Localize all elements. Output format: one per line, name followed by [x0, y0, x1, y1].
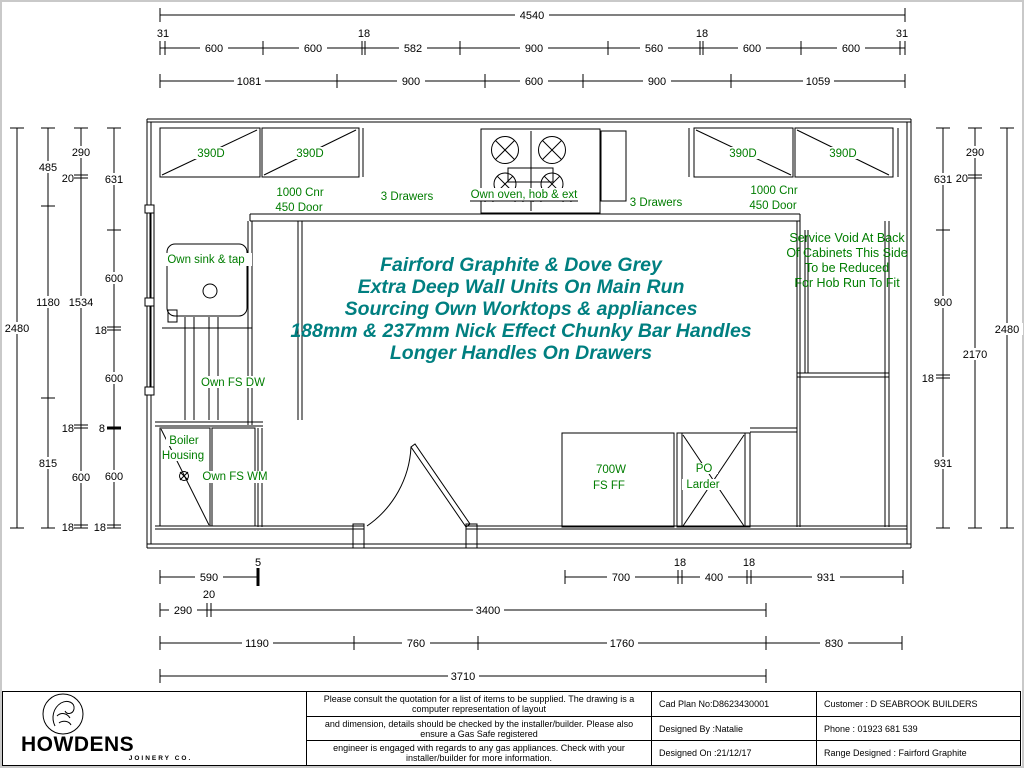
dim-label: 931 [816, 572, 836, 584]
dim-label: 4540 [519, 10, 545, 22]
brand-subtitle: JOINERY CO. [128, 755, 193, 762]
dim-label: 5 [254, 557, 262, 569]
dim-label: 1081 [236, 76, 262, 88]
customer-info-cell [817, 692, 1020, 765]
dim-label: 18 [357, 28, 371, 40]
dim-label: 2480 [994, 324, 1020, 336]
dim-label: 900 [524, 43, 544, 55]
disclaimer-line: Please consult the quotation for a list of items to be supplied. The drawing is a computer representation of layout [307, 692, 651, 717]
dim-label: 8 [98, 423, 105, 435]
dim-label: 20 [955, 173, 968, 185]
dim-label: 31 [895, 28, 909, 40]
dim-label: 600 [104, 373, 124, 385]
top-dimensions [157, 8, 908, 88]
service-note-line: Service Void At Back [789, 231, 905, 245]
corner-unit-label: 1000 Cnr [750, 185, 798, 197]
dim-label: 600 [204, 43, 224, 55]
dim-label: 600 [71, 472, 91, 484]
dishwasher-label: Own FS DW [201, 377, 265, 389]
dim-label: 18 [61, 522, 74, 534]
dim-label: 600 [303, 43, 323, 55]
cabinet-label: 390D [197, 148, 225, 160]
design-note-line: Extra Deep Wall Units On Main Run [357, 276, 685, 298]
service-void-note [786, 231, 907, 290]
dim-label: 18 [695, 28, 709, 40]
dim-label: 3710 [450, 671, 476, 683]
cad-plan-number: Cad Plan No:D8623430001 [652, 692, 816, 717]
corner-unit-label: 1000 Cnr [276, 187, 324, 199]
corner-unit-label: 450 Door [275, 202, 323, 214]
dim-label: 1190 [245, 638, 269, 650]
service-note-line: Of Cabinets This Side [786, 246, 908, 260]
dim-label: 20 [202, 589, 216, 601]
dim-label: 931 [933, 458, 953, 470]
customer-phone: Phone : 01923 681 539 [817, 717, 1020, 742]
dim-label: 582 [403, 43, 423, 55]
dim-label: 400 [704, 572, 724, 584]
cabinet-label: 390D [829, 148, 857, 160]
dim-label: 3400 [475, 605, 501, 617]
dim-label: 1180 [36, 297, 60, 309]
dim-label: 18 [93, 522, 106, 534]
dim-label: 830 [824, 638, 844, 650]
boiler-label: Housing [161, 450, 205, 462]
dim-label: 815 [38, 458, 58, 470]
disclaimer-line: and dimension, details should be checked by the installer/builder. Please also ensure a Gas Safe registered [307, 717, 651, 742]
cabinet-label: 390D [296, 148, 324, 160]
dim-label: 700 [611, 572, 631, 584]
design-note-line: 188mm & 237mm Nick Effect Chunky Bar Handles [290, 320, 752, 342]
door-opening [353, 444, 477, 548]
dim-label: 760 [406, 638, 426, 650]
drawers-label: 3 Drawers [380, 191, 434, 203]
design-note-line: Longer Handles On Drawers [389, 342, 653, 364]
title-block [2, 691, 1021, 766]
dim-label: 631 [933, 174, 953, 186]
oven-label: Own oven, hob & ext [470, 189, 578, 201]
dim-label: 590 [199, 572, 219, 584]
cabinet-label: 390D [729, 148, 757, 160]
dim-label: 290 [173, 605, 193, 617]
boiler-label: Boiler [169, 435, 199, 447]
larder-label: Larder [686, 479, 720, 491]
dim-label: 600 [841, 43, 861, 55]
dim-label: 600 [524, 76, 544, 88]
dim-label: 560 [644, 43, 664, 55]
dim-label: 900 [647, 76, 667, 88]
dim-label: 1059 [805, 76, 831, 88]
dim-label: 600 [742, 43, 762, 55]
dim-label: 18 [61, 423, 74, 435]
fridge-freezer-label: FS FF [593, 480, 625, 492]
customer-name: Customer : D SEABROOK BUILDERS [817, 692, 1020, 717]
dim-label: 18 [94, 325, 107, 337]
disclaimer-cell [307, 692, 652, 765]
designed-by: Designed By :Natalie [652, 717, 816, 742]
right-dimensions [922, 128, 1023, 528]
dim-label: 2480 [4, 323, 30, 335]
dim-label: 31 [156, 28, 170, 40]
dim-label: 18 [742, 557, 756, 569]
larder-label: PO [695, 463, 713, 475]
dim-label: 485 [38, 162, 58, 174]
dim-label: 1760 [609, 638, 635, 650]
dim-label: 18 [921, 373, 934, 385]
dim-label: 600 [104, 471, 124, 483]
dim-label: 20 [61, 173, 74, 185]
dim-label: 631 [104, 174, 124, 186]
dim-label: 600 [104, 273, 124, 285]
dim-label: 1534 [68, 297, 94, 309]
dim-label: 18 [673, 557, 687, 569]
howdens-logo [21, 692, 105, 736]
dim-label: 900 [933, 297, 953, 309]
fridge-freezer-label: 700W [595, 464, 627, 476]
lion-icon [53, 701, 74, 726]
range-designed: Range Designed : Fairford Graphite [824, 748, 967, 759]
plan-info-cell [652, 692, 817, 765]
dim-label: 290 [965, 147, 985, 159]
wall-cabinets [160, 128, 898, 177]
dim-label: 900 [401, 76, 421, 88]
brand-name: HOWDENS [21, 733, 135, 756]
tap-hole [203, 284, 217, 298]
design-note-line: Fairford Graphite & Dove Grey [380, 254, 662, 276]
disclaimer-line: engineer is engaged with regards to any gas appliances. Check with your installer/builder for more information. [333, 743, 625, 764]
dim-label: 2170 [962, 349, 988, 361]
corner-unit-label: 450 Door [749, 200, 797, 212]
bottom-dimensions [160, 557, 903, 683]
sink-label: Own sink & tap [167, 254, 245, 266]
service-note-line: To be Reduced [804, 261, 890, 275]
washing-machine-label: Own FS WM [202, 471, 268, 483]
logo-cell [3, 692, 307, 765]
designed-on: Designed On :21/12/17 [659, 748, 752, 759]
left-dimensions [2, 128, 128, 534]
dim-label: 290 [71, 147, 91, 159]
design-note-line: Sourcing Own Worktops & appliances [344, 298, 698, 320]
drawers-label: 3 Drawers [629, 197, 683, 209]
service-note-line: For Hob Run To Fit [794, 276, 900, 290]
design-note [290, 254, 751, 364]
